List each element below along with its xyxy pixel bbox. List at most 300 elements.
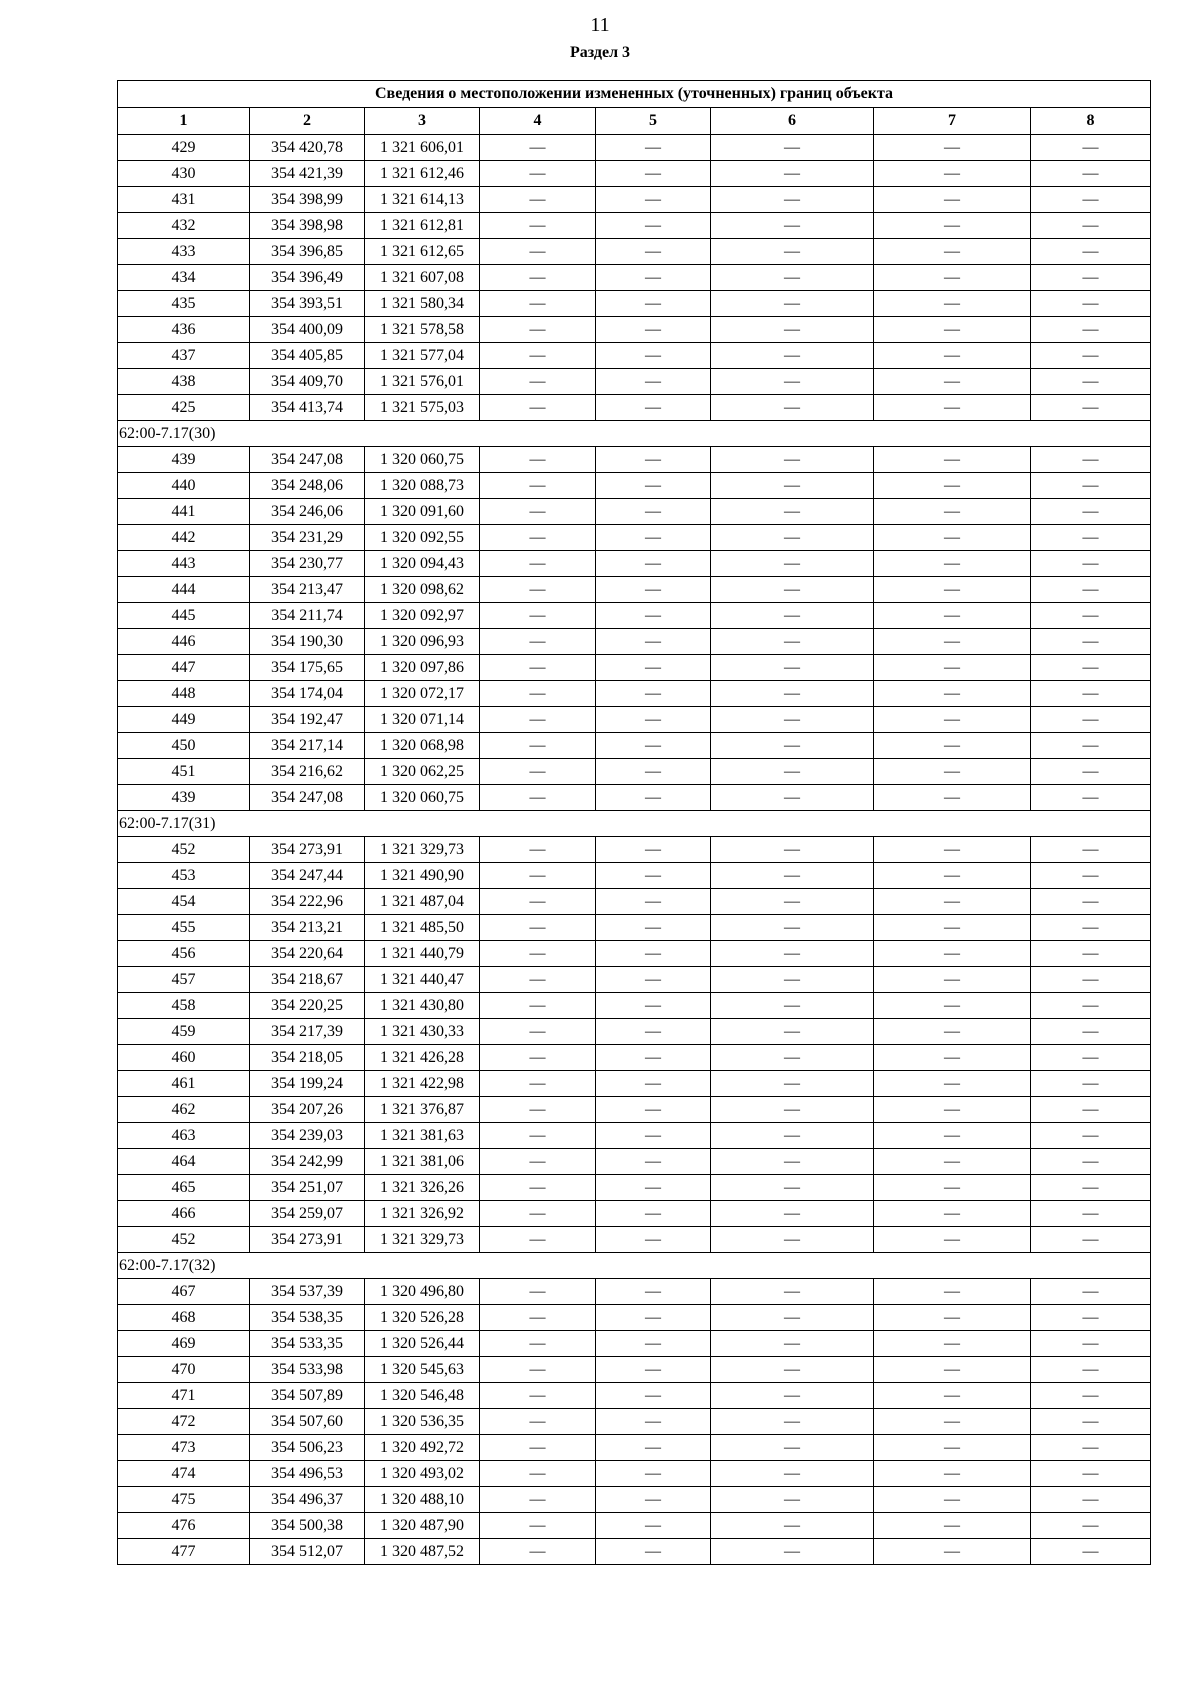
point-number-cell: 477 — [118, 1539, 250, 1565]
column-8-cell: — — [1031, 733, 1151, 759]
column-8-cell: — — [1031, 317, 1151, 343]
y-coordinate-cell: 1 321 440,47 — [365, 967, 480, 993]
table-row — [118, 1539, 1151, 1565]
column-7-cell: — — [874, 1383, 1031, 1409]
column-7-cell: — — [874, 1175, 1031, 1201]
point-number-cell: 467 — [118, 1279, 250, 1305]
column-7-cell: — — [874, 239, 1031, 265]
point-number-cell: 468 — [118, 1305, 250, 1331]
x-coordinate-cell: 354 217,39 — [250, 1019, 365, 1045]
column-6-cell: — — [711, 1071, 874, 1097]
column-4-cell: — — [480, 447, 596, 473]
column-6-cell: — — [711, 135, 874, 161]
y-coordinate-cell: 1 321 577,04 — [365, 343, 480, 369]
table-row — [118, 889, 1151, 915]
column-4-cell: — — [480, 837, 596, 863]
column-7-cell: — — [874, 1409, 1031, 1435]
column-8-cell: — — [1031, 161, 1151, 187]
point-number-cell: 433 — [118, 239, 250, 265]
column-8-cell: — — [1031, 1201, 1151, 1227]
column-6-cell: — — [711, 1383, 874, 1409]
y-coordinate-cell: 1 321 381,63 — [365, 1123, 480, 1149]
point-number-cell: 458 — [118, 993, 250, 1019]
y-coordinate-cell: 1 320 096,93 — [365, 629, 480, 655]
column-8-cell: — — [1031, 1435, 1151, 1461]
coordinates-table — [117, 80, 1151, 1565]
column-8-cell: — — [1031, 863, 1151, 889]
table-row — [118, 1331, 1151, 1357]
x-coordinate-cell: 354 500,38 — [250, 1513, 365, 1539]
table-row — [118, 1305, 1151, 1331]
column-5-cell: — — [596, 551, 711, 577]
column-6-cell: — — [711, 1149, 874, 1175]
table-row — [118, 1201, 1151, 1227]
table-row — [118, 967, 1151, 993]
column-4-cell: — — [480, 1123, 596, 1149]
column-8-cell: — — [1031, 1019, 1151, 1045]
column-7-cell: — — [874, 213, 1031, 239]
point-number-cell: 453 — [118, 863, 250, 889]
column-4-cell: — — [480, 577, 596, 603]
x-coordinate-cell: 354 409,70 — [250, 369, 365, 395]
column-6-cell: — — [711, 1461, 874, 1487]
column-7-cell: — — [874, 941, 1031, 967]
x-coordinate-cell: 354 259,07 — [250, 1201, 365, 1227]
column-8-cell: — — [1031, 1409, 1151, 1435]
column-5-cell: — — [596, 1201, 711, 1227]
x-coordinate-cell: 354 512,07 — [250, 1539, 365, 1565]
y-coordinate-cell: 1 320 493,02 — [365, 1461, 480, 1487]
column-4-cell: — — [480, 525, 596, 551]
table-row — [118, 161, 1151, 187]
x-coordinate-cell: 354 247,08 — [250, 447, 365, 473]
column-5-cell: — — [596, 785, 711, 811]
column-6-cell: — — [711, 993, 874, 1019]
y-coordinate-cell: 1 321 381,06 — [365, 1149, 480, 1175]
column-6-cell: — — [711, 1019, 874, 1045]
column-7-cell: — — [874, 1123, 1031, 1149]
y-coordinate-cell: 1 320 488,10 — [365, 1487, 480, 1513]
column-4-cell: — — [480, 1409, 596, 1435]
column-4-cell: — — [480, 551, 596, 577]
column-5-cell: — — [596, 603, 711, 629]
x-coordinate-cell: 354 396,49 — [250, 265, 365, 291]
y-coordinate-cell: 1 321 606,01 — [365, 135, 480, 161]
column-4-cell: — — [480, 681, 596, 707]
column-4-cell: — — [480, 603, 596, 629]
column-8-cell: — — [1031, 603, 1151, 629]
point-number-cell: 449 — [118, 707, 250, 733]
table-row — [118, 1175, 1151, 1201]
column-6-cell: — — [711, 291, 874, 317]
x-coordinate-cell: 354 216,62 — [250, 759, 365, 785]
x-coordinate-cell: 354 533,35 — [250, 1331, 365, 1357]
column-5-cell: — — [596, 1097, 711, 1123]
column-6-cell: — — [711, 1045, 874, 1071]
column-5-cell: — — [596, 317, 711, 343]
column-7-cell: — — [874, 759, 1031, 785]
column-7-cell: — — [874, 1513, 1031, 1539]
column-7-cell: — — [874, 161, 1031, 187]
column-5-cell: — — [596, 1175, 711, 1201]
x-coordinate-cell: 354 247,44 — [250, 863, 365, 889]
column-5-cell: — — [596, 291, 711, 317]
x-coordinate-cell: 354 220,25 — [250, 993, 365, 1019]
column-8-cell: — — [1031, 1279, 1151, 1305]
table-row — [118, 1019, 1151, 1045]
column-7-cell: — — [874, 551, 1031, 577]
table-row — [118, 265, 1151, 291]
x-coordinate-cell: 354 496,53 — [250, 1461, 365, 1487]
column-5-cell: — — [596, 1045, 711, 1071]
column-header: 6 — [711, 108, 874, 135]
column-header: 8 — [1031, 108, 1151, 135]
column-5-cell: — — [596, 629, 711, 655]
table-row — [118, 1071, 1151, 1097]
point-number-cell: 465 — [118, 1175, 250, 1201]
table-row — [118, 317, 1151, 343]
column-7-cell: — — [874, 629, 1031, 655]
x-coordinate-cell: 354 396,85 — [250, 239, 365, 265]
table-row — [118, 1435, 1151, 1461]
y-coordinate-cell: 1 321 376,87 — [365, 1097, 480, 1123]
column-7-cell: — — [874, 733, 1031, 759]
column-5-cell: — — [596, 577, 711, 603]
column-5-cell: — — [596, 1071, 711, 1097]
column-7-cell: — — [874, 837, 1031, 863]
column-4-cell: — — [480, 1175, 596, 1201]
column-5-cell: — — [596, 1019, 711, 1045]
column-7-cell: — — [874, 1461, 1031, 1487]
column-5-cell: — — [596, 1383, 711, 1409]
table-row — [118, 1149, 1151, 1175]
column-7-cell: — — [874, 577, 1031, 603]
column-4-cell: — — [480, 1461, 596, 1487]
point-number-cell: 450 — [118, 733, 250, 759]
column-5-cell: — — [596, 915, 711, 941]
column-4-cell: — — [480, 707, 596, 733]
table-row — [118, 993, 1151, 1019]
column-6-cell: — — [711, 525, 874, 551]
column-6-cell: — — [711, 1409, 874, 1435]
column-6-cell: — — [711, 603, 874, 629]
column-6-cell: — — [711, 655, 874, 681]
y-coordinate-cell: 1 321 575,03 — [365, 395, 480, 421]
point-number-cell: 455 — [118, 915, 250, 941]
x-coordinate-cell: 354 211,74 — [250, 603, 365, 629]
column-5-cell: — — [596, 967, 711, 993]
column-6-cell: — — [711, 1279, 874, 1305]
point-number-cell: 437 — [118, 343, 250, 369]
point-number-cell: 435 — [118, 291, 250, 317]
column-8-cell: — — [1031, 447, 1151, 473]
column-5-cell: — — [596, 447, 711, 473]
x-coordinate-cell: 354 420,78 — [250, 135, 365, 161]
y-coordinate-cell: 1 321 329,73 — [365, 1227, 480, 1253]
column-4-cell: — — [480, 161, 596, 187]
column-7-cell: — — [874, 1305, 1031, 1331]
x-coordinate-cell: 354 398,99 — [250, 187, 365, 213]
column-4-cell: — — [480, 499, 596, 525]
column-4-cell: — — [480, 1227, 596, 1253]
point-number-cell: 470 — [118, 1357, 250, 1383]
column-5-cell: — — [596, 239, 711, 265]
column-7-cell: — — [874, 135, 1031, 161]
column-8-cell: — — [1031, 1539, 1151, 1565]
column-4-cell: — — [480, 1279, 596, 1305]
table-row — [118, 343, 1151, 369]
column-6-cell: — — [711, 1305, 874, 1331]
column-8-cell: — — [1031, 837, 1151, 863]
column-6-cell: — — [711, 395, 874, 421]
point-number-cell: 432 — [118, 213, 250, 239]
y-coordinate-cell: 1 321 612,46 — [365, 161, 480, 187]
column-6-cell: — — [711, 317, 874, 343]
column-6-cell: — — [711, 1097, 874, 1123]
column-6-cell: — — [711, 1487, 874, 1513]
column-6-cell: — — [711, 265, 874, 291]
y-coordinate-cell: 1 320 487,52 — [365, 1539, 480, 1565]
table-row — [118, 1279, 1151, 1305]
x-coordinate-cell: 354 273,91 — [250, 837, 365, 863]
column-7-cell: — — [874, 1487, 1031, 1513]
column-6-cell: — — [711, 915, 874, 941]
column-7-cell: — — [874, 1331, 1031, 1357]
column-6-cell: — — [711, 785, 874, 811]
y-coordinate-cell: 1 320 068,98 — [365, 733, 480, 759]
column-8-cell: — — [1031, 343, 1151, 369]
y-coordinate-cell: 1 321 422,98 — [365, 1071, 480, 1097]
table-row — [118, 135, 1151, 161]
x-coordinate-cell: 354 413,74 — [250, 395, 365, 421]
column-5-cell: — — [596, 707, 711, 733]
column-8-cell: — — [1031, 629, 1151, 655]
table-row — [118, 603, 1151, 629]
column-5-cell: — — [596, 1357, 711, 1383]
column-6-cell: — — [711, 681, 874, 707]
page-number: 11 — [590, 14, 610, 36]
column-8-cell: — — [1031, 213, 1151, 239]
point-number-cell: 444 — [118, 577, 250, 603]
column-4-cell: — — [480, 1305, 596, 1331]
column-8-cell: — — [1031, 291, 1151, 317]
x-coordinate-cell: 354 220,64 — [250, 941, 365, 967]
column-8-cell: — — [1031, 499, 1151, 525]
column-8-cell: — — [1031, 993, 1151, 1019]
y-coordinate-cell: 1 321 326,92 — [365, 1201, 480, 1227]
column-8-cell: — — [1031, 1123, 1151, 1149]
table-row — [118, 395, 1151, 421]
column-4-cell: — — [480, 265, 596, 291]
column-5-cell: — — [596, 395, 711, 421]
point-number-cell: 464 — [118, 1149, 250, 1175]
column-6-cell: — — [711, 239, 874, 265]
column-6-cell: — — [711, 1513, 874, 1539]
column-5-cell: — — [596, 1331, 711, 1357]
x-coordinate-cell: 354 174,04 — [250, 681, 365, 707]
table-row — [118, 655, 1151, 681]
y-coordinate-cell: 1 320 546,48 — [365, 1383, 480, 1409]
column-7-cell: — — [874, 889, 1031, 915]
point-number-cell: 441 — [118, 499, 250, 525]
column-6-cell: — — [711, 447, 874, 473]
column-6-cell: — — [711, 1331, 874, 1357]
y-coordinate-cell: 1 321 612,81 — [365, 213, 480, 239]
column-5-cell: — — [596, 1435, 711, 1461]
y-coordinate-cell: 1 321 578,58 — [365, 317, 480, 343]
column-5-cell: — — [596, 1461, 711, 1487]
point-number-cell: 452 — [118, 1227, 250, 1253]
column-4-cell: — — [480, 369, 596, 395]
y-coordinate-cell: 1 320 072,17 — [365, 681, 480, 707]
point-number-cell: 425 — [118, 395, 250, 421]
column-header: 5 — [596, 108, 711, 135]
column-4-cell: — — [480, 785, 596, 811]
column-7-cell: — — [874, 1071, 1031, 1097]
column-8-cell: — — [1031, 967, 1151, 993]
column-6-cell: — — [711, 889, 874, 915]
column-7-cell: — — [874, 525, 1031, 551]
column-5-cell: — — [596, 369, 711, 395]
point-number-cell: 460 — [118, 1045, 250, 1071]
table-row — [118, 1097, 1151, 1123]
point-number-cell: 457 — [118, 967, 250, 993]
column-4-cell: — — [480, 343, 596, 369]
table-row — [118, 213, 1151, 239]
x-coordinate-cell: 354 218,67 — [250, 967, 365, 993]
column-8-cell: — — [1031, 1331, 1151, 1357]
point-number-cell: 456 — [118, 941, 250, 967]
column-8-cell: — — [1031, 369, 1151, 395]
x-coordinate-cell: 354 242,99 — [250, 1149, 365, 1175]
column-4-cell: — — [480, 967, 596, 993]
y-coordinate-cell: 1 321 440,79 — [365, 941, 480, 967]
column-5-cell: — — [596, 187, 711, 213]
column-6-cell: — — [711, 1435, 874, 1461]
column-6-cell: — — [711, 1357, 874, 1383]
column-7-cell: — — [874, 707, 1031, 733]
column-4-cell: — — [480, 1201, 596, 1227]
point-number-cell: 469 — [118, 1331, 250, 1357]
x-coordinate-cell: 354 213,47 — [250, 577, 365, 603]
y-coordinate-cell: 1 320 496,80 — [365, 1279, 480, 1305]
column-8-cell: — — [1031, 1097, 1151, 1123]
point-number-cell: 434 — [118, 265, 250, 291]
column-6-cell: — — [711, 1227, 874, 1253]
column-4-cell: — — [480, 291, 596, 317]
column-4-cell: — — [480, 1357, 596, 1383]
column-5-cell: — — [596, 161, 711, 187]
x-coordinate-cell: 354 537,39 — [250, 1279, 365, 1305]
y-coordinate-cell: 1 320 536,35 — [365, 1409, 480, 1435]
column-7-cell: — — [874, 993, 1031, 1019]
column-5-cell: — — [596, 1305, 711, 1331]
column-6-cell: — — [711, 1201, 874, 1227]
column-4-cell: — — [480, 395, 596, 421]
x-coordinate-cell: 354 246,06 — [250, 499, 365, 525]
x-coordinate-cell: 354 273,91 — [250, 1227, 365, 1253]
table-row — [118, 447, 1151, 473]
table-row — [118, 785, 1151, 811]
x-coordinate-cell: 354 222,96 — [250, 889, 365, 915]
column-6-cell: — — [711, 941, 874, 967]
column-8-cell: — — [1031, 655, 1151, 681]
column-5-cell: — — [596, 1513, 711, 1539]
y-coordinate-cell: 1 321 580,34 — [365, 291, 480, 317]
x-coordinate-cell: 354 217,14 — [250, 733, 365, 759]
column-7-cell: — — [874, 967, 1031, 993]
column-4-cell: — — [480, 1513, 596, 1539]
point-number-cell: 451 — [118, 759, 250, 785]
column-5-cell: — — [596, 265, 711, 291]
table-row — [118, 629, 1151, 655]
x-coordinate-cell: 354 199,24 — [250, 1071, 365, 1097]
point-number-cell: 471 — [118, 1383, 250, 1409]
column-7-cell: — — [874, 1097, 1031, 1123]
point-number-cell: 461 — [118, 1071, 250, 1097]
column-8-cell: — — [1031, 915, 1151, 941]
column-7-cell: — — [874, 317, 1031, 343]
column-8-cell: — — [1031, 265, 1151, 291]
column-5-cell: — — [596, 1487, 711, 1513]
y-coordinate-cell: 1 321 487,04 — [365, 889, 480, 915]
y-coordinate-cell: 1 320 094,43 — [365, 551, 480, 577]
group-label: 62:00-7.17(32) — [118, 1253, 1151, 1279]
column-5-cell: — — [596, 681, 711, 707]
table-row — [118, 733, 1151, 759]
x-coordinate-cell: 354 207,26 — [250, 1097, 365, 1123]
column-4-cell: — — [480, 889, 596, 915]
column-7-cell: — — [874, 1149, 1031, 1175]
point-number-cell: 443 — [118, 551, 250, 577]
y-coordinate-cell: 1 321 607,08 — [365, 265, 480, 291]
table-row — [118, 915, 1151, 941]
column-7-cell: — — [874, 369, 1031, 395]
column-4-cell: — — [480, 733, 596, 759]
point-number-cell: 436 — [118, 317, 250, 343]
point-number-cell: 429 — [118, 135, 250, 161]
column-4-cell: — — [480, 1539, 596, 1565]
point-number-cell: 466 — [118, 1201, 250, 1227]
table-row — [118, 473, 1151, 499]
point-number-cell: 446 — [118, 629, 250, 655]
x-coordinate-cell: 354 175,65 — [250, 655, 365, 681]
column-5-cell: — — [596, 1227, 711, 1253]
column-6-cell: — — [711, 187, 874, 213]
table-row — [118, 1487, 1151, 1513]
table-caption: Сведения о местоположении измененных (уточненных) границ объекта — [118, 81, 1151, 108]
column-4-cell: — — [480, 213, 596, 239]
column-6-cell: — — [711, 161, 874, 187]
column-5-cell: — — [596, 1539, 711, 1565]
column-4-cell: — — [480, 239, 596, 265]
y-coordinate-cell: 1 320 545,63 — [365, 1357, 480, 1383]
column-4-cell: — — [480, 473, 596, 499]
x-coordinate-cell: 354 405,85 — [250, 343, 365, 369]
y-coordinate-cell: 1 321 329,73 — [365, 837, 480, 863]
column-header: 2 — [250, 108, 365, 135]
x-coordinate-cell: 354 190,30 — [250, 629, 365, 655]
column-7-cell: — — [874, 1227, 1031, 1253]
group-label: 62:00-7.17(31) — [118, 811, 1151, 837]
column-8-cell: — — [1031, 1357, 1151, 1383]
table-body — [118, 135, 1151, 1565]
column-5-cell: — — [596, 473, 711, 499]
column-5-cell: — — [596, 343, 711, 369]
table-row — [118, 1409, 1151, 1435]
x-coordinate-cell: 354 538,35 — [250, 1305, 365, 1331]
column-8-cell: — — [1031, 395, 1151, 421]
